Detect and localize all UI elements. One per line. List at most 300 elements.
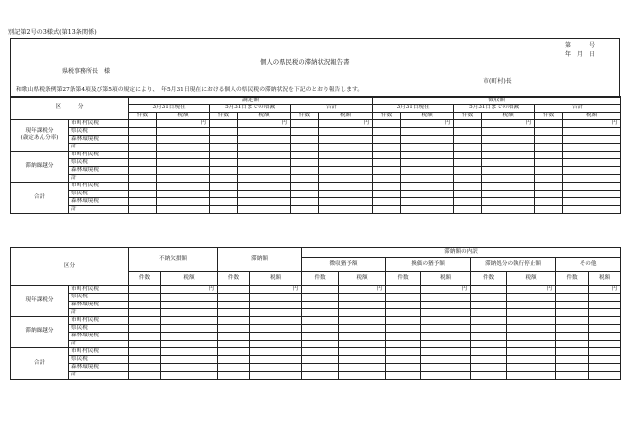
count-cell[interactable]: [210, 206, 238, 214]
count-cell[interactable]: [129, 340, 161, 348]
tax-amount-cell[interactable]: [250, 309, 302, 317]
tax-amount-cell[interactable]: [238, 206, 291, 214]
tax-amount-cell[interactable]: [157, 151, 210, 159]
count-cell[interactable]: [129, 356, 161, 364]
tax-amount-cell[interactable]: [421, 363, 471, 371]
count-cell[interactable]: [556, 356, 589, 364]
tax-amount-cell[interactable]: [319, 143, 373, 151]
count-cell[interactable]: [129, 371, 161, 379]
count-cell[interactable]: [302, 363, 339, 371]
count-cell[interactable]: [471, 293, 507, 301]
count-cell[interactable]: [291, 206, 319, 214]
tax-amount-cell[interactable]: [250, 363, 302, 371]
count-cell[interactable]: [556, 332, 589, 340]
tax-amount-cell[interactable]: 円: [401, 120, 454, 128]
tax-amount-cell[interactable]: [238, 182, 291, 190]
count-cell[interactable]: [129, 167, 157, 175]
tax-header: 税額: [421, 272, 471, 286]
tax-amount-cell[interactable]: [319, 174, 373, 182]
tax-amount-cell[interactable]: 円: [482, 120, 535, 128]
table-row: [11, 120, 621, 128]
count-cell[interactable]: [373, 206, 401, 214]
count-cell[interactable]: [386, 371, 421, 379]
tax-amount-cell[interactable]: [238, 143, 291, 151]
count-cell[interactable]: [291, 198, 319, 206]
tax-amount-cell[interactable]: [421, 301, 471, 309]
tax-amount-cell[interactable]: [421, 371, 471, 379]
count-cell[interactable]: [302, 371, 339, 379]
tax-amount-cell[interactable]: [157, 128, 210, 136]
count-cell[interactable]: [471, 317, 507, 325]
tax-amount-cell[interactable]: [482, 167, 535, 175]
count-cell[interactable]: [386, 324, 421, 332]
tax-amount-cell[interactable]: [401, 190, 454, 198]
count-cell[interactable]: [291, 135, 319, 143]
tax-amount-cell[interactable]: [339, 340, 386, 348]
tax-amount-cell[interactable]: [482, 143, 535, 151]
tax-amount-cell[interactable]: [482, 198, 535, 206]
tax-amount-cell[interactable]: [401, 167, 454, 175]
tax-amount-cell[interactable]: [157, 206, 210, 214]
tax-amount-cell[interactable]: [563, 206, 621, 214]
tax-amount-cell[interactable]: 円: [563, 120, 621, 128]
count-cell[interactable]: [535, 206, 563, 214]
count-cell[interactable]: [302, 293, 339, 301]
count-cell[interactable]: [129, 128, 157, 136]
count-cell[interactable]: [210, 167, 238, 175]
count-cell[interactable]: [535, 174, 563, 182]
count-cell[interactable]: [373, 182, 401, 190]
tax-amount-cell[interactable]: [339, 324, 386, 332]
count-cell[interactable]: [129, 363, 161, 371]
tax-amount-cell[interactable]: [238, 174, 291, 182]
count-cell[interactable]: [386, 309, 421, 317]
tax-amount-cell[interactable]: [421, 324, 471, 332]
count-cell[interactable]: [556, 293, 589, 301]
tax-amount-cell[interactable]: [157, 174, 210, 182]
count-cell[interactable]: [129, 317, 161, 325]
tax-amount-cell[interactable]: [339, 363, 386, 371]
count-cell[interactable]: [454, 159, 482, 167]
tax-amount-cell[interactable]: [157, 198, 210, 206]
count-cell[interactable]: [454, 174, 482, 182]
tax-amount-cell[interactable]: [339, 309, 386, 317]
tax-amount-cell[interactable]: 円: [161, 286, 218, 294]
tax-amount-cell[interactable]: [401, 143, 454, 151]
count-cell[interactable]: [302, 286, 339, 294]
tax-amount-cell[interactable]: [563, 143, 621, 151]
count-cell[interactable]: [210, 151, 238, 159]
tax-amount-cell[interactable]: [401, 182, 454, 190]
tax-type-label: 森林環境税: [69, 332, 129, 340]
tax-amount-cell[interactable]: [157, 167, 210, 175]
tax-amount-cell[interactable]: [482, 159, 535, 167]
count-cell[interactable]: [454, 128, 482, 136]
tax-amount-cell[interactable]: [238, 190, 291, 198]
tax-amount-cell[interactable]: [401, 198, 454, 206]
tax-amount-cell[interactable]: [161, 301, 218, 309]
tax-amount-cell[interactable]: [563, 182, 621, 190]
tax-header: 税額: [401, 112, 454, 120]
tax-amount-cell[interactable]: [238, 159, 291, 167]
count-cell[interactable]: [535, 151, 563, 159]
tax-amount-cell[interactable]: [250, 317, 302, 325]
tax-amount-cell[interactable]: [482, 135, 535, 143]
tax-amount-cell[interactable]: [161, 317, 218, 325]
count-cell[interactable]: [218, 348, 250, 356]
tax-amount-cell[interactable]: [507, 356, 556, 364]
count-cell[interactable]: [218, 301, 250, 309]
count-cell[interactable]: [386, 340, 421, 348]
tax-amount-cell[interactable]: [339, 356, 386, 364]
count-cell[interactable]: [535, 167, 563, 175]
tax-amount-cell[interactable]: [238, 151, 291, 159]
tax-amount-cell[interactable]: [401, 128, 454, 136]
count-cell[interactable]: [556, 348, 589, 356]
count-cell[interactable]: [471, 332, 507, 340]
period-header: 5月31日までの増減: [454, 104, 535, 112]
tax-amount-cell[interactable]: [250, 340, 302, 348]
tax-type-label: 市町村民税: [69, 348, 129, 356]
count-cell[interactable]: [454, 167, 482, 175]
count-cell[interactable]: [535, 182, 563, 190]
tax-amount-cell[interactable]: [339, 348, 386, 356]
tax-amount-cell[interactable]: [157, 182, 210, 190]
count-cell[interactable]: [471, 309, 507, 317]
count-cell[interactable]: [129, 332, 161, 340]
count-cell[interactable]: [218, 293, 250, 301]
tax-amount-cell[interactable]: [421, 317, 471, 325]
count-cell[interactable]: [454, 182, 482, 190]
category-label: [11, 151, 69, 182]
count-cell[interactable]: [210, 174, 238, 182]
count-cell[interactable]: [471, 363, 507, 371]
tax-amount-cell[interactable]: [421, 293, 471, 301]
tax-amount-cell[interactable]: [161, 293, 218, 301]
tax-amount-cell[interactable]: [339, 371, 386, 379]
count-cell[interactable]: [454, 190, 482, 198]
tax-amount-cell[interactable]: 円: [421, 286, 471, 294]
count-cell[interactable]: [386, 356, 421, 364]
count-cell[interactable]: [210, 143, 238, 151]
tax-amount-cell[interactable]: 円: [507, 286, 556, 294]
tax-amount-cell[interactable]: [563, 190, 621, 198]
tax-header: 税額: [250, 272, 302, 286]
tax-amount-cell[interactable]: [589, 348, 621, 356]
count-cell[interactable]: [210, 135, 238, 143]
tax-amount-cell[interactable]: [421, 356, 471, 364]
tax-amount-cell[interactable]: [157, 135, 210, 143]
tax-amount-cell[interactable]: [563, 151, 621, 159]
count-cell[interactable]: [471, 356, 507, 364]
tax-amount-cell[interactable]: [161, 371, 218, 379]
count-cell[interactable]: [129, 120, 157, 128]
count-cell[interactable]: [373, 198, 401, 206]
tax-amount-cell[interactable]: 円: [157, 120, 210, 128]
count-cell[interactable]: [129, 159, 157, 167]
count-cell[interactable]: [291, 143, 319, 151]
tax-amount-cell[interactable]: [401, 206, 454, 214]
tax-amount-cell[interactable]: [250, 324, 302, 332]
tax-amount-cell[interactable]: [482, 190, 535, 198]
count-cell[interactable]: [291, 128, 319, 136]
tax-amount-cell[interactable]: [482, 174, 535, 182]
count-cell[interactable]: [556, 309, 589, 317]
count-cell[interactable]: [373, 128, 401, 136]
count-cell[interactable]: [373, 190, 401, 198]
count-cell[interactable]: [129, 293, 161, 301]
count-cell[interactable]: [535, 128, 563, 136]
count-cell[interactable]: [218, 356, 250, 364]
tax-amount-cell[interactable]: [339, 301, 386, 309]
count-cell[interactable]: [454, 206, 482, 214]
tax-amount-cell[interactable]: [401, 159, 454, 167]
tax-amount-cell[interactable]: [157, 159, 210, 167]
count-cell[interactable]: [291, 174, 319, 182]
count-cell[interactable]: [373, 143, 401, 151]
tax-amount-cell[interactable]: [482, 128, 535, 136]
tax-amount-cell[interactable]: [161, 348, 218, 356]
tax-amount-cell[interactable]: [250, 356, 302, 364]
tax-amount-cell[interactable]: [507, 293, 556, 301]
tax-amount-cell[interactable]: [250, 371, 302, 379]
tax-amount-cell[interactable]: 円: [238, 120, 291, 128]
tax-amount-cell[interactable]: [319, 159, 373, 167]
tax-amount-cell[interactable]: [319, 167, 373, 175]
count-cell[interactable]: [129, 206, 157, 214]
count-cell[interactable]: [386, 348, 421, 356]
count-cell[interactable]: [218, 371, 250, 379]
tax-amount-cell[interactable]: [157, 190, 210, 198]
count-cell[interactable]: [302, 348, 339, 356]
count-cell[interactable]: [218, 340, 250, 348]
count-cell[interactable]: [535, 198, 563, 206]
tax-amount-cell[interactable]: [589, 309, 621, 317]
count-cell[interactable]: [373, 159, 401, 167]
count-cell[interactable]: [210, 198, 238, 206]
tax-amount-cell[interactable]: [161, 363, 218, 371]
count-cell[interactable]: [556, 371, 589, 379]
tax-amount-cell[interactable]: [421, 348, 471, 356]
tax-amount-cell[interactable]: [507, 340, 556, 348]
tax-amount-cell[interactable]: [589, 317, 621, 325]
count-cell[interactable]: [302, 332, 339, 340]
tax-amount-cell[interactable]: [507, 301, 556, 309]
tax-amount-cell[interactable]: [589, 301, 621, 309]
tax-amount-cell[interactable]: [563, 167, 621, 175]
table-row: [11, 348, 621, 356]
tax-amount-cell[interactable]: [238, 128, 291, 136]
count-cell[interactable]: [471, 324, 507, 332]
count-cell[interactable]: [291, 151, 319, 159]
tax-amount-cell[interactable]: [161, 332, 218, 340]
count-cell[interactable]: [454, 143, 482, 151]
tax-amount-cell[interactable]: [157, 143, 210, 151]
count-cell[interactable]: [218, 309, 250, 317]
tax-amount-cell[interactable]: [238, 135, 291, 143]
tax-amount-cell[interactable]: [250, 348, 302, 356]
tax-amount-cell[interactable]: [161, 324, 218, 332]
tax-amount-cell[interactable]: [238, 167, 291, 175]
tax-amount-cell[interactable]: [563, 135, 621, 143]
count-cell[interactable]: [454, 151, 482, 159]
count-cell[interactable]: [471, 348, 507, 356]
count-cell[interactable]: [129, 198, 157, 206]
count-cell[interactable]: [556, 317, 589, 325]
count-cell[interactable]: [302, 340, 339, 348]
count-cell[interactable]: [302, 309, 339, 317]
count-cell[interactable]: [302, 301, 339, 309]
count-cell[interactable]: [129, 301, 161, 309]
tax-amount-cell[interactable]: [482, 151, 535, 159]
count-cell[interactable]: [373, 120, 401, 128]
count-cell[interactable]: [471, 301, 507, 309]
count-cell[interactable]: [210, 182, 238, 190]
tax-amount-cell[interactable]: [319, 151, 373, 159]
count-cell[interactable]: [291, 190, 319, 198]
count-cell[interactable]: [535, 159, 563, 167]
count-cell[interactable]: [454, 120, 482, 128]
tax-amount-cell[interactable]: 円: [250, 286, 302, 294]
count-cell[interactable]: [210, 120, 238, 128]
tax-amount-cell[interactable]: [250, 332, 302, 340]
tax-amount-cell[interactable]: [161, 340, 218, 348]
tax-type-label: 市町村民税: [69, 286, 129, 294]
count-cell[interactable]: [129, 324, 161, 332]
count-cell[interactable]: [129, 174, 157, 182]
count-cell[interactable]: [471, 340, 507, 348]
count-cell[interactable]: [454, 198, 482, 206]
count-cell[interactable]: [291, 167, 319, 175]
tax-amount-cell[interactable]: [319, 198, 373, 206]
tax-amount-cell[interactable]: [238, 198, 291, 206]
tax-amount-cell[interactable]: [401, 135, 454, 143]
tax-amount-cell[interactable]: [250, 293, 302, 301]
count-cell[interactable]: [535, 120, 563, 128]
tax-amount-cell[interactable]: [401, 151, 454, 159]
tax-amount-cell[interactable]: [339, 317, 386, 325]
count-cell[interactable]: [471, 286, 507, 294]
tax-amount-cell[interactable]: [563, 198, 621, 206]
count-cell[interactable]: [218, 317, 250, 325]
count-cell[interactable]: [373, 167, 401, 175]
count-cell[interactable]: [556, 286, 589, 294]
tax-amount-cell[interactable]: 円: [589, 286, 621, 294]
tax-amount-cell[interactable]: [563, 159, 621, 167]
count-cell[interactable]: [454, 135, 482, 143]
tax-amount-cell[interactable]: [319, 206, 373, 214]
count-cell[interactable]: [386, 286, 421, 294]
tax-amount-cell[interactable]: [161, 309, 218, 317]
tax-amount-cell[interactable]: [482, 182, 535, 190]
tax-amount-cell[interactable]: [319, 190, 373, 198]
count-cell[interactable]: [556, 324, 589, 332]
count-cell[interactable]: [302, 317, 339, 325]
count-cell[interactable]: [129, 286, 161, 294]
count-cell[interactable]: [218, 332, 250, 340]
count-cell[interactable]: [373, 174, 401, 182]
tax-amount-cell[interactable]: [507, 309, 556, 317]
count-cell[interactable]: [210, 159, 238, 167]
count-cell[interactable]: [129, 309, 161, 317]
count-cell[interactable]: [129, 190, 157, 198]
count-cell[interactable]: [291, 182, 319, 190]
count-cell[interactable]: [535, 190, 563, 198]
count-cell[interactable]: [210, 128, 238, 136]
tax-amount-cell[interactable]: [339, 332, 386, 340]
tax-amount-cell[interactable]: [589, 324, 621, 332]
count-cell[interactable]: [218, 324, 250, 332]
count-cell[interactable]: [556, 340, 589, 348]
count-cell[interactable]: [210, 190, 238, 198]
count-cell[interactable]: [129, 135, 157, 143]
tax-amount-cell[interactable]: [563, 128, 621, 136]
tax-amount-cell[interactable]: [589, 356, 621, 364]
tax-amount-cell[interactable]: [507, 348, 556, 356]
tax-amount-cell[interactable]: [589, 293, 621, 301]
tax-amount-cell[interactable]: [319, 182, 373, 190]
count-cell[interactable]: [302, 324, 339, 332]
tax-amount-cell[interactable]: [589, 332, 621, 340]
count-cell[interactable]: [129, 182, 157, 190]
tax-amount-cell[interactable]: [507, 363, 556, 371]
count-cell[interactable]: [471, 371, 507, 379]
tax-amount-cell[interactable]: [401, 174, 454, 182]
count-cell[interactable]: [535, 143, 563, 151]
count-cell[interactable]: [373, 151, 401, 159]
tax-amount-cell[interactable]: [589, 363, 621, 371]
count-cell[interactable]: [386, 293, 421, 301]
count-cell[interactable]: [373, 135, 401, 143]
count-cell[interactable]: [556, 301, 589, 309]
tax-amount-cell[interactable]: [421, 340, 471, 348]
count-cell[interactable]: [386, 363, 421, 371]
count-cell[interactable]: [535, 135, 563, 143]
table-row: [11, 190, 621, 198]
tax-amount-cell[interactable]: 円: [339, 286, 386, 294]
tax-amount-cell[interactable]: [563, 174, 621, 182]
count-cell[interactable]: [129, 151, 157, 159]
tax-amount-cell[interactable]: [482, 206, 535, 214]
count-cell[interactable]: [386, 317, 421, 325]
tax-amount-cell[interactable]: [589, 371, 621, 379]
tax-amount-cell[interactable]: [507, 332, 556, 340]
tax-type-label: 計: [69, 309, 129, 317]
tax-amount-cell[interactable]: [161, 356, 218, 364]
count-cell[interactable]: [218, 286, 250, 294]
tax-amount-cell[interactable]: [421, 332, 471, 340]
tax-amount-cell[interactable]: [507, 317, 556, 325]
count-cell[interactable]: [291, 159, 319, 167]
tax-amount-cell[interactable]: [319, 128, 373, 136]
count-cell[interactable]: [129, 348, 161, 356]
tax-amount-cell[interactable]: [589, 340, 621, 348]
count-cell[interactable]: [386, 301, 421, 309]
tax-amount-cell[interactable]: [507, 371, 556, 379]
count-cell[interactable]: [291, 120, 319, 128]
tax-amount-cell[interactable]: 円: [319, 120, 373, 128]
count-cell[interactable]: [218, 363, 250, 371]
tax-amount-cell[interactable]: [421, 309, 471, 317]
tax-amount-cell[interactable]: [250, 301, 302, 309]
tax-amount-cell[interactable]: [339, 293, 386, 301]
count-cell[interactable]: [129, 143, 157, 151]
count-cell[interactable]: [386, 332, 421, 340]
count-cell[interactable]: [302, 356, 339, 364]
tax-amount-cell[interactable]: [319, 135, 373, 143]
count-cell[interactable]: [556, 363, 589, 371]
tax-amount-cell[interactable]: [507, 324, 556, 332]
